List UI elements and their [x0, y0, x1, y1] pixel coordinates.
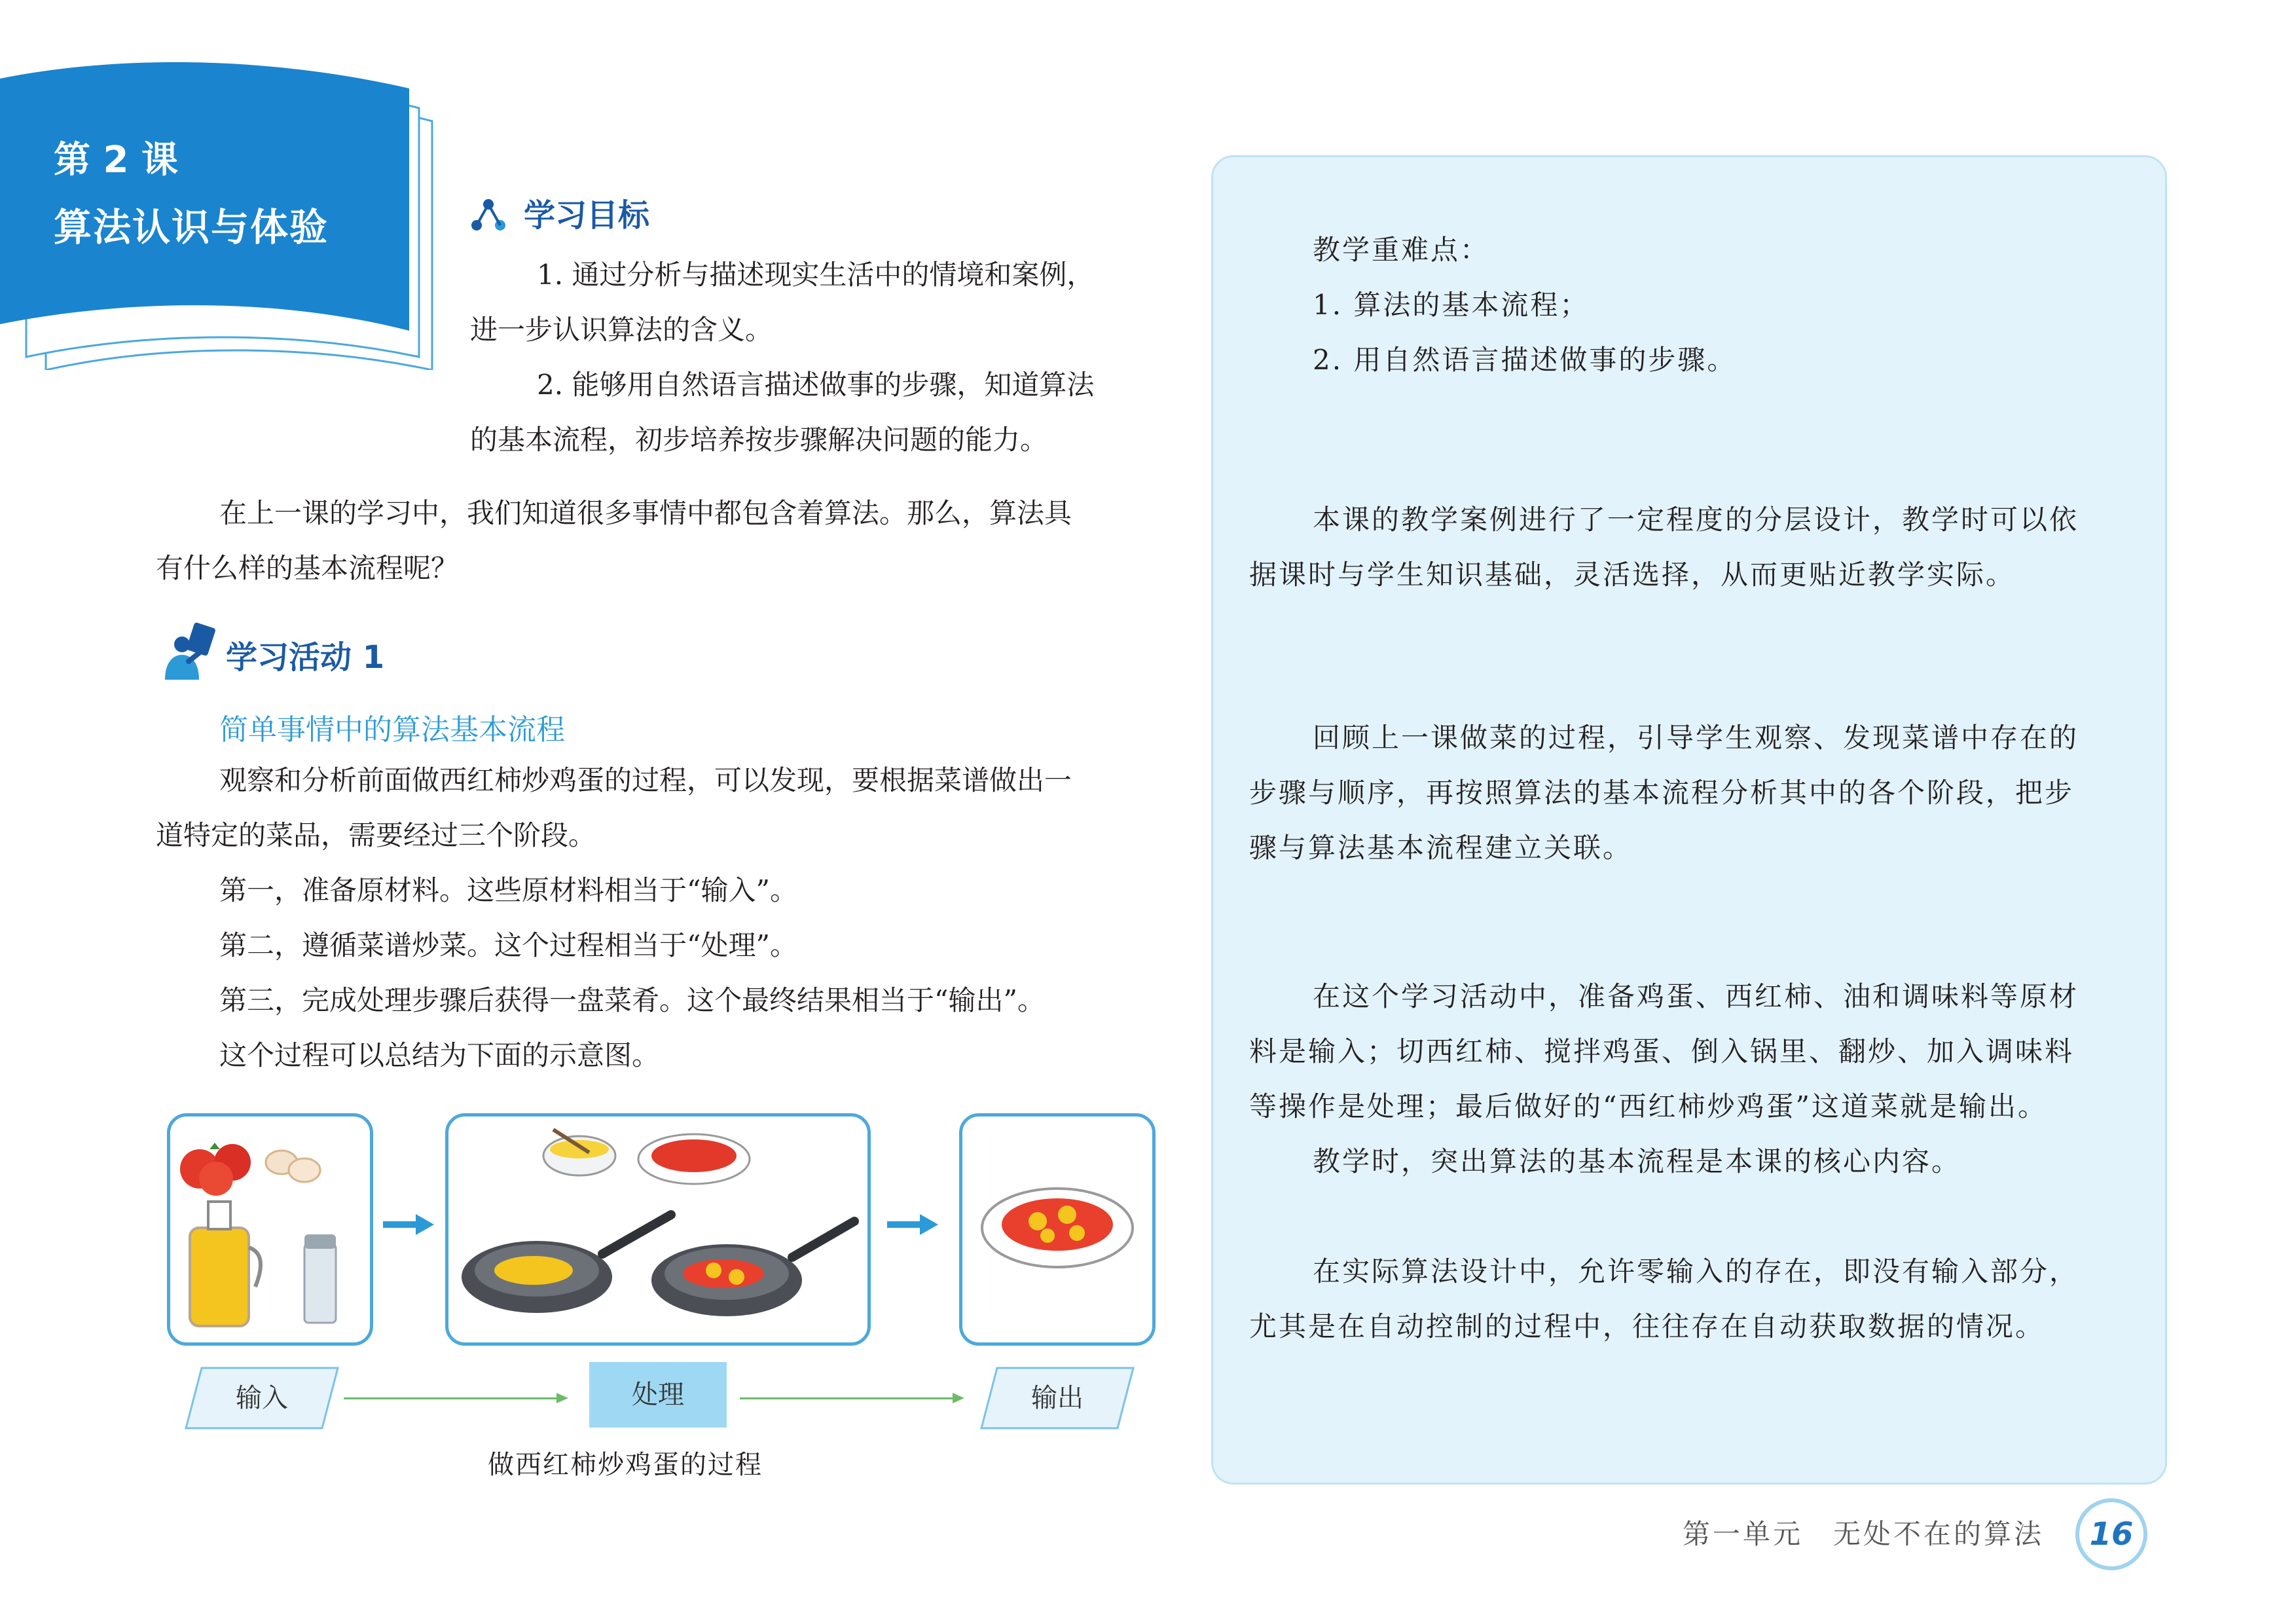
- note-3-line-1: 在这个学习活动中，准备鸡蛋、西红柿、油和调味料等原材: [1313, 980, 2079, 1012]
- activity-p4: 第三，完成处理步骤后获得一盘菜肴。这个最终结果相当于“输出”。: [219, 984, 1045, 1016]
- page-number: 16: [2075, 1498, 2147, 1570]
- activity-p1-line-1: 观察和分析前面做西红柿炒鸡蛋的过程，可以发现，要根据菜谱做出一: [219, 764, 1072, 796]
- keypoints-title: 教学重难点：: [1313, 234, 1490, 266]
- objective-2-line-2: 的基本流程，初步培养按步骤解决问题的能力。: [470, 424, 1048, 456]
- activity-p2: 第一，准备原材料。这些原材料相当于“输入”。: [219, 874, 797, 906]
- ingredients-illustration: [170, 1116, 370, 1342]
- activity-icon: [156, 622, 228, 681]
- note-2-line-3: 骤与算法基本流程建立关联。: [1249, 832, 1633, 864]
- objective-1-line-2: 进一步认识算法的含义。: [470, 314, 773, 346]
- flow-arrow-icon: [344, 1392, 570, 1405]
- cooking-illustration: [448, 1116, 867, 1342]
- note-5-line-1: 在实际算法设计中，允许零输入的存在，即没有输入部分，: [1313, 1255, 2079, 1287]
- note-5-line-2: 尤其是在自动控制的过程中，往往存在自动获取数据的情况。: [1249, 1310, 2045, 1342]
- objective-1-line-1: 1. 通过分析与描述现实生活中的情境和案例，: [537, 259, 1095, 291]
- note-2-line-2: 步骤与顺序，再按照算法的基本流程分析其中的各个阶段，把步: [1249, 777, 2075, 809]
- flow-arrow-icon: [740, 1392, 966, 1405]
- input-label: 输入: [236, 1383, 288, 1413]
- lesson-number: 第 2 课: [54, 139, 178, 181]
- output-dish-box: [959, 1113, 1156, 1346]
- arrow-right-icon: [383, 1211, 435, 1238]
- activity-p3: 第二，遵循菜谱炒菜。这个过程相当于“处理”。: [219, 929, 797, 961]
- keypoint-2: 2. 用自然语言描述做事的步骤。: [1313, 344, 1737, 376]
- objective-2-line-1: 2. 能够用自然语言描述做事的步骤，知道算法: [537, 369, 1095, 401]
- dish-illustration: [962, 1116, 1152, 1342]
- lesson-title: 算法认识与体验: [54, 205, 329, 249]
- keypoint-1: 1. 算法的基本流程；: [1313, 289, 1590, 321]
- note-3-line-3: 等操作是处理；最后做好的“西红柿炒鸡蛋”这道菜就是输出。: [1249, 1090, 2047, 1122]
- intro-line-1: 在上一课的学习中，我们知道很多事情中都包含着算法。那么，算法具: [219, 497, 1072, 529]
- activity-subheading: 简单事情中的算法基本流程: [219, 713, 565, 747]
- activity-p5: 这个过程可以总结为下面的示意图。: [219, 1039, 660, 1071]
- note-2-line-1: 回顾上一课做菜的过程，引导学生观察、发现菜谱中存在的: [1313, 722, 2079, 754]
- input-ingredients-box: [167, 1113, 373, 1346]
- intro-line-2: 有什么样的基本流程呢？: [156, 552, 459, 584]
- figure-caption: 做西红柿炒鸡蛋的过程: [488, 1450, 763, 1480]
- objectives-icon: [470, 196, 507, 233]
- process-label: 处理: [632, 1380, 684, 1410]
- note-4: 教学时，突出算法的基本流程是本课的核心内容。: [1313, 1145, 1961, 1177]
- arrow-right-icon: [887, 1211, 939, 1238]
- note-1-line-1: 本课的教学案例进行了一定程度的分层设计，教学时可以依: [1313, 504, 2079, 536]
- activity-p1-line-2: 道特定的菜品，需要经过三个阶段。: [156, 819, 596, 851]
- processing-box: [445, 1113, 871, 1346]
- note-3-line-2: 料是输入；切西红柿、搅拌鸡蛋、倒入锅里、翻炒、加入调味料: [1249, 1035, 2075, 1067]
- activity-heading: 学习活动 1: [226, 639, 385, 676]
- output-label: 输出: [1031, 1383, 1084, 1413]
- footer-unit-title: 第一单元 无处不在的算法: [1683, 1518, 2045, 1550]
- objectives-heading: 学习目标: [524, 197, 650, 234]
- note-1-line-2: 据课时与学生知识基础，灵活选择，从而更贴近教学实际。: [1249, 559, 2016, 591]
